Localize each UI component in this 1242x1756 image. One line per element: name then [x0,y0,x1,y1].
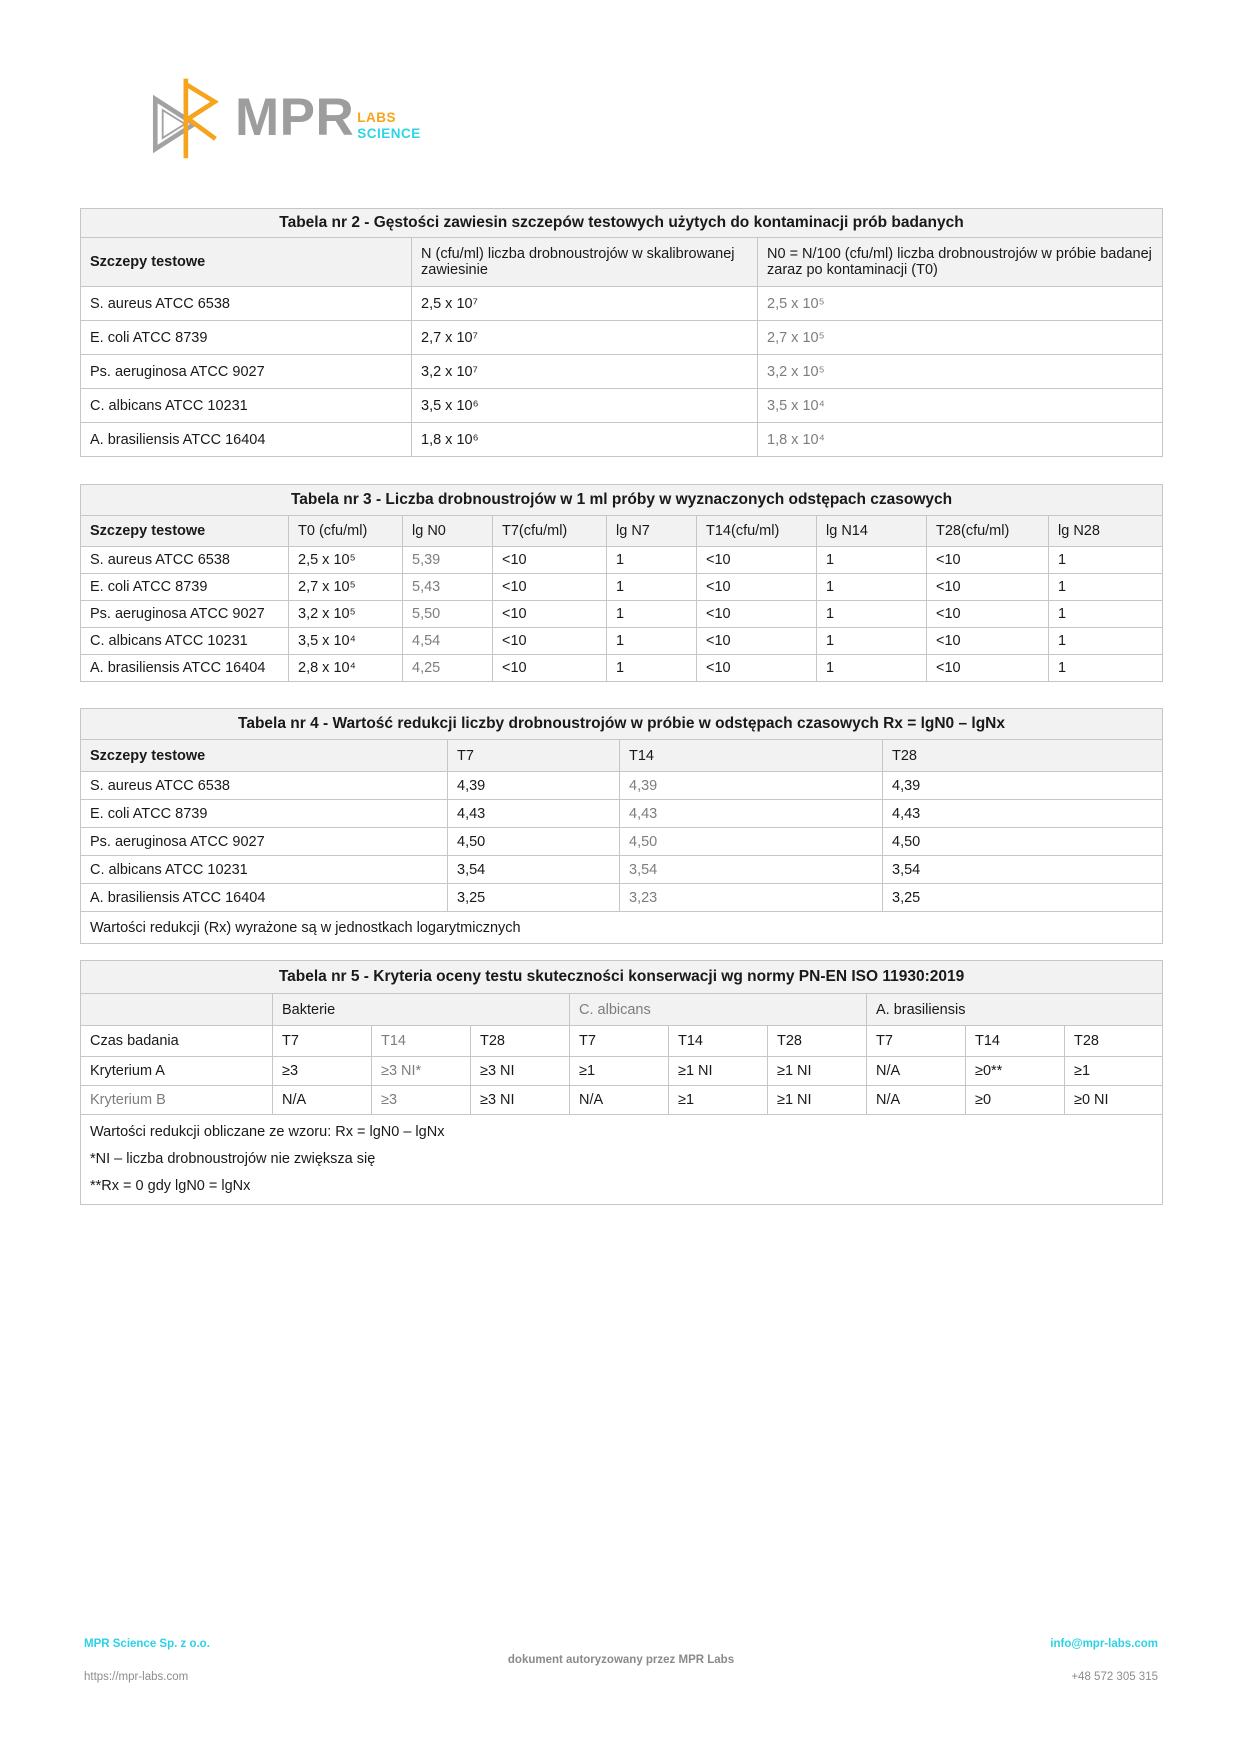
row-label-cell: C. albicans ATCC 10231 [81,856,448,884]
value-cell: N/A [570,1086,669,1115]
header-cell: lg N14 [817,516,927,547]
header-cell: T14 [966,1026,1065,1057]
value-cell: 5,43 [403,574,493,601]
header-cell: N (cfu/ml) liczba drobnoustrojów w skalibrowanej zawiesinie [412,238,758,287]
value-cell: 4,43 [620,800,883,828]
table-row [81,1057,1163,1086]
value-cell: 3,54 [620,856,883,884]
row-label-cell: E. coli ATCC 8739 [81,321,412,355]
row-label-cell: Ps. aeruginosa ATCC 9027 [81,355,412,389]
value-cell: 2,5 x 10⁵ [289,547,403,574]
table-row [81,355,1163,389]
value-cell: <10 [493,601,607,628]
row-label-cell: A. brasiliensis ATCC 16404 [81,884,448,912]
table-title-row [81,485,1163,516]
table-row [81,423,1163,457]
footnote-line: **Rx = 0 gdy lgN0 = lgNx [90,1178,251,1194]
value-cell: <10 [927,574,1049,601]
row-label-cell: Ps. aeruginosa ATCC 9027 [81,828,448,856]
value-cell: 1 [1049,601,1163,628]
value-cell: 4,43 [448,800,620,828]
value-cell: 3,54 [448,856,620,884]
value-cell: N/A [867,1086,966,1115]
header-cell: T28 [1065,1026,1163,1057]
value-cell: 4,43 [883,800,1163,828]
logo-name: MPR [235,87,355,147]
value-cell: 1 [1049,655,1163,682]
value-cell: <10 [493,628,607,655]
header-cell: T14 [620,740,883,772]
row-label-cell: Kryterium B [81,1086,273,1115]
table-row [81,287,1163,321]
value-cell: 1 [817,601,927,628]
value-cell: <10 [697,655,817,682]
value-cell: 3,23 [620,884,883,912]
row-label-cell: A. brasiliensis ATCC 16404 [81,655,289,682]
table-header-row [81,238,1163,287]
value-cell: 1,8 x 10⁴ [758,423,1163,457]
table-footnote-row [81,1115,1163,1205]
value-cell: 1 [607,655,697,682]
row-label-cell: Ps. aeruginosa ATCC 9027 [81,601,289,628]
value-cell: 2,7 x 10⁵ [289,574,403,601]
header-cell: Czas badania [81,1026,273,1057]
row-label-cell: S. aureus ATCC 6538 [81,287,412,321]
header-cell: T28 [768,1026,867,1057]
logo-science-label: SCIENCE [357,126,421,141]
table-liczba-drobnoustrojow [80,484,1163,682]
header-cell: T7 [570,1026,669,1057]
footer-email: info@mpr-labs.com [1050,1638,1158,1650]
table-footnote: Wartości redukcji (Rx) wyrażone są w jednostkach logarytmicznych [81,912,1163,944]
footnote-line: *NI – liczba drobnoustrojów nie zwiększa się [90,1151,376,1167]
value-cell: 1 [817,547,927,574]
value-cell: ≥3 [372,1086,471,1115]
table-header-row [81,1026,1163,1057]
value-cell: 3,25 [883,884,1163,912]
page-footer [0,1638,1242,1698]
value-cell: <10 [493,655,607,682]
value-cell: 3,54 [883,856,1163,884]
value-cell: N/A [273,1086,372,1115]
table-row [81,547,1163,574]
logo-labs-label: LABS [357,110,397,126]
header-cell: lg N0 [403,516,493,547]
value-cell: <10 [927,547,1049,574]
value-cell: <10 [697,601,817,628]
table-gestosci-zawiesin [80,208,1163,457]
value-cell: ≥3 NI [471,1057,570,1086]
footer-website-link: https://mpr-labs.com [84,1671,189,1683]
table-group-row [81,994,1163,1026]
table-row [81,828,1163,856]
header-cell: T7 [448,740,620,772]
value-cell: 5,39 [403,547,493,574]
value-cell: 4,54 [403,628,493,655]
row-label-cell: S. aureus ATCC 6538 [81,772,448,800]
table-row [81,800,1163,828]
header-cell: T0 (cfu/ml) [289,516,403,547]
value-cell: ≥3 NI* [372,1057,471,1086]
value-cell: ≥0 [966,1086,1065,1115]
row-label-cell: S. aureus ATCC 6538 [81,547,289,574]
row-label-cell: C. albicans ATCC 10231 [81,389,412,423]
value-cell: 1 [607,547,697,574]
value-cell: 1 [1049,547,1163,574]
value-cell: 4,39 [448,772,620,800]
value-cell: <10 [927,655,1049,682]
value-cell: <10 [697,628,817,655]
value-cell: N/A [867,1057,966,1086]
value-cell: 1 [607,601,697,628]
value-cell: <10 [493,574,607,601]
value-cell: 3,25 [448,884,620,912]
group-cell-albicans: C. albicans [570,994,867,1026]
value-cell: ≥1 NI [768,1086,867,1115]
value-cell: <10 [493,547,607,574]
value-cell: 3,2 x 10⁷ [412,355,758,389]
value-cell: ≥1 [570,1057,669,1086]
table-wartosc-redukcji [80,708,1163,944]
value-cell: ≥3 [273,1057,372,1086]
table-header-row [81,516,1163,547]
header-cell: T7 [273,1026,372,1057]
footer-phone: +48 572 305 315 [1071,1671,1158,1683]
value-cell: ≥1 [1065,1057,1163,1086]
value-cell: ≥1 NI [768,1057,867,1086]
value-cell: <10 [927,601,1049,628]
logo [146,74,421,162]
value-cell: 2,5 x 10⁷ [412,287,758,321]
table-row [81,628,1163,655]
value-cell: 4,39 [883,772,1163,800]
value-cell: 3,5 x 10⁶ [412,389,758,423]
row-label-cell: E. coli ATCC 8739 [81,800,448,828]
value-cell: 2,8 x 10⁴ [289,655,403,682]
value-cell: ≥1 [669,1086,768,1115]
group-cell-brasiliensis: A. brasiliensis [867,994,1163,1026]
table-row [81,884,1163,912]
value-cell: ≥3 NI [471,1086,570,1115]
logo-text [235,87,421,147]
value-cell: 1,8 x 10⁶ [412,423,758,457]
row-label-cell: A. brasiliensis ATCC 16404 [81,423,412,457]
value-cell: 2,5 x 10⁵ [758,287,1163,321]
table-row [81,389,1163,423]
table-footnote-row [81,912,1163,944]
header-cell: T28 [471,1026,570,1057]
value-cell: <10 [927,628,1049,655]
header-cell: T14 [669,1026,768,1057]
header-cell: Szczepy testowe [81,238,412,287]
value-cell: 4,50 [448,828,620,856]
footer-right [1050,1638,1158,1683]
mpr-logo-icon [146,74,222,162]
value-cell: 3,5 x 10⁴ [289,628,403,655]
header-cell: T7(cfu/ml) [493,516,607,547]
value-cell: 1 [607,628,697,655]
value-cell: 3,5 x 10⁴ [758,389,1163,423]
table-row [81,1086,1163,1115]
value-cell: 1 [817,628,927,655]
table-title-row [81,709,1163,740]
header-cell: Szczepy testowe [81,740,448,772]
header-cell: N0 = N/100 (cfu/ml) liczba drobnoustrojów w próbie badanej zaraz po kontaminacji (T0) [758,238,1163,287]
value-cell: 1 [817,574,927,601]
table-header-row [81,740,1163,772]
header-cell: lg N28 [1049,516,1163,547]
table-row [81,601,1163,628]
header-cell: T7 [867,1026,966,1057]
value-cell: 5,50 [403,601,493,628]
table-title: Tabela nr 3 - Liczba drobnoustrojów w 1 ml próby w wyznaczonych odstępach czasowych [81,485,1163,516]
value-cell: 1 [1049,574,1163,601]
footer-authorization-note: dokument autoryzowany przez MPR Labs [507,1654,735,1666]
table-title: Tabela nr 2 - Gęstości zawiesin szczepów testowych użytych do kontaminacji prób badanych [81,209,1163,238]
footer-company: MPR Science Sp. z o.o. [84,1638,210,1650]
group-cell-bakterie: Bakterie [273,994,570,1026]
header-cell: T28 [883,740,1163,772]
table-row [81,772,1163,800]
footer-left [84,1638,210,1683]
value-cell: 4,25 [403,655,493,682]
value-cell: 4,39 [620,772,883,800]
row-label-cell: C. albicans ATCC 10231 [81,628,289,655]
value-cell: ≥0 NI [1065,1086,1163,1115]
value-cell: ≥0** [966,1057,1065,1086]
value-cell: 2,7 x 10⁵ [758,321,1163,355]
table-row [81,655,1163,682]
header-cell: T14(cfu/ml) [697,516,817,547]
header-cell: T28(cfu/ml) [927,516,1049,547]
value-cell: 3,2 x 10⁵ [289,601,403,628]
table-title: Tabela nr 4 - Wartość redukcji liczby drobnoustrojów w próbie w odstępach czasowych Rx = lgN0 – lgNx [81,709,1163,740]
group-cell-empty [81,994,273,1026]
header-cell: lg N7 [607,516,697,547]
table-row [81,856,1163,884]
value-cell: 1 [607,574,697,601]
value-cell: <10 [697,574,817,601]
table-row [81,574,1163,601]
value-cell: 2,7 x 10⁷ [412,321,758,355]
table-row [81,321,1163,355]
row-label-cell: Kryterium A [81,1057,273,1086]
footnote-line: Wartości redukcji obliczane ze wzoru: Rx = lgN0 – lgNx [90,1124,445,1140]
row-label-cell: E. coli ATCC 8739 [81,574,289,601]
table-kryteria-oceny [80,960,1163,1205]
table-footnotes [81,1115,1163,1205]
value-cell: 1 [817,655,927,682]
value-cell: <10 [697,547,817,574]
table-title: Tabela nr 5 - Kryteria oceny testu skuteczności konserwacji wg normy PN-EN ISO 11930:2019 [81,961,1163,994]
value-cell: 1 [1049,628,1163,655]
value-cell: 4,50 [883,828,1163,856]
value-cell: 3,2 x 10⁵ [758,355,1163,389]
logo-subtitles [357,110,421,141]
value-cell: ≥1 NI [669,1057,768,1086]
header-cell: Szczepy testowe [81,516,289,547]
table-title-row [81,961,1163,994]
table-title-row [81,209,1163,238]
value-cell: 4,50 [620,828,883,856]
header-cell: T14 [372,1026,471,1057]
